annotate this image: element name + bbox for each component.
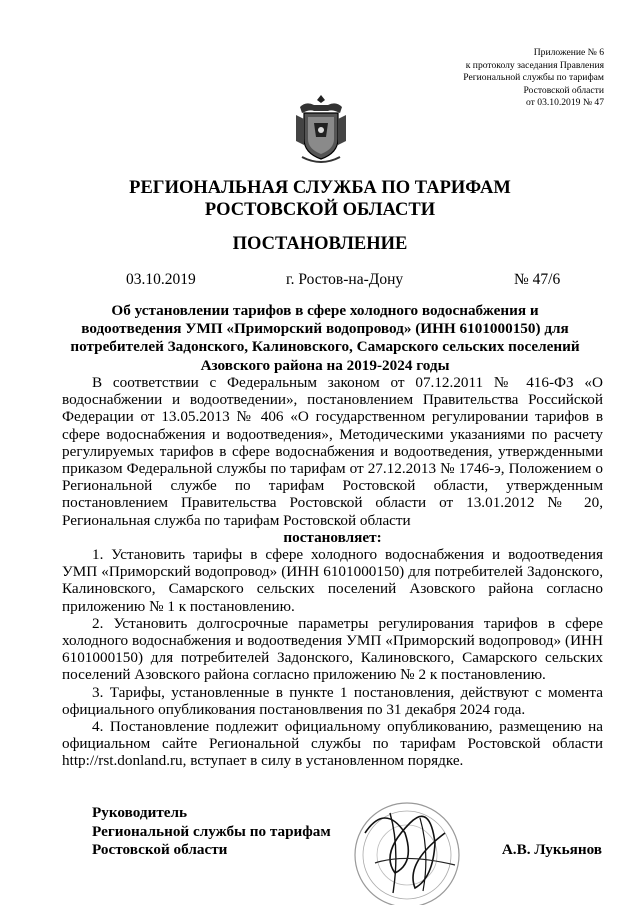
signatory-name: А.В. Лукьянов	[501, 841, 602, 858]
agency-name-line2: РОСТОВСКОЙ ОБЛАСТИ	[204, 200, 436, 220]
appendix-note	[344, 47, 604, 110]
signatory-title-line: Руководитель	[92, 804, 188, 821]
official-seal-icon	[335, 793, 485, 905]
list-item: 2. Установить долгосрочные параметры регулирования тарифов в сфере холодного водоснабжения и водоотведения УМП «Приморский водопровод» (ИНН 6101000150) для потребителей Задонского, Калиновского, Самарского сельских поселений Азовского района согласно приложению № 2 к постановлению.	[62, 614, 603, 684]
appendix-line: Приложение № 6	[533, 47, 604, 58]
document-type: ПОСТАНОВЛЕНИЕ	[232, 234, 408, 254]
preamble: В соответствии с Федеральным законом от 07.12.2011 № 416-ФЗ «О водоснабжении и водоотведении», постановлением Правительства Российской Федерации от 13.05.2013 № 406 «О государственном регулировании тарифов в сфере водоснабжения и водоотведения», Методическими указаниями по расчету регулируемых тарифов в сфере водоснабжения и водоотведения, утвержденными приказом Федеральной службы по тарифам от 27.12.2013 № 1746-э, Положением о Региональной службе по тарифам Ростовской области, утвержденным постановлением Правительства Ростовской области от 13.01.2012 № 20, Региональная служба по тарифам Ростовской области	[62, 374, 603, 529]
document-date: 03.10.2019	[126, 271, 196, 288]
list-item: 4. Постановление подлежит официальному опубликованию, размещению на официальном сайте Региональной службы по тарифам Ростовской области http://rst.donland.ru, вступает в силу в установленном порядке.	[62, 718, 603, 770]
list-item: 3. Тарифы, установленные в пункте 1 постановления, действуют с момента официального опубликования постановлвения по 31 декабря 2024 года.	[62, 683, 603, 718]
agency-name-line1: РЕГИОНАЛЬНАЯ СЛУЖБА ПО ТАРИФАМ	[129, 178, 511, 198]
signatory-title-line: Ростовской области	[92, 841, 228, 858]
signatory-title	[92, 804, 331, 860]
appendix-line: Региональной службы по тарифам	[463, 72, 604, 84]
document-number: № 47/6	[514, 271, 561, 288]
document-city: г. Ростов-на-Дону	[286, 271, 404, 288]
list-item: 1. Установить тарифы в сфере холодного водоснабжения и водоотведения УМП «Приморский водопровод» (ИНН 6101000150) для потребителей Задонского, Калиновского, Самарского сельских поселений Азовского района согласно приложению № 1 к постановлению.	[62, 546, 603, 615]
appendix-line: Ростовской области	[523, 84, 604, 96]
decree-word: постановляет:	[283, 528, 382, 546]
document-body	[62, 374, 603, 770]
appendix-line: от 03.10.2019 № 47	[526, 97, 604, 109]
appendix-line: к протоколу заседания Правления	[465, 59, 604, 71]
coat-of-arms-icon	[292, 93, 350, 167]
signatory-title-line: Региональной службы по тарифам	[92, 822, 331, 840]
document-subject: Об установлении тарифов в сфере холодного водоснабжения и водоотведения УМП «Приморский водопровод» (ИНН 6101000150) для потребителей Задонского, Калиновского, Самарского сельских поселений Азовского района на 2019-2024 годы	[70, 302, 580, 374]
